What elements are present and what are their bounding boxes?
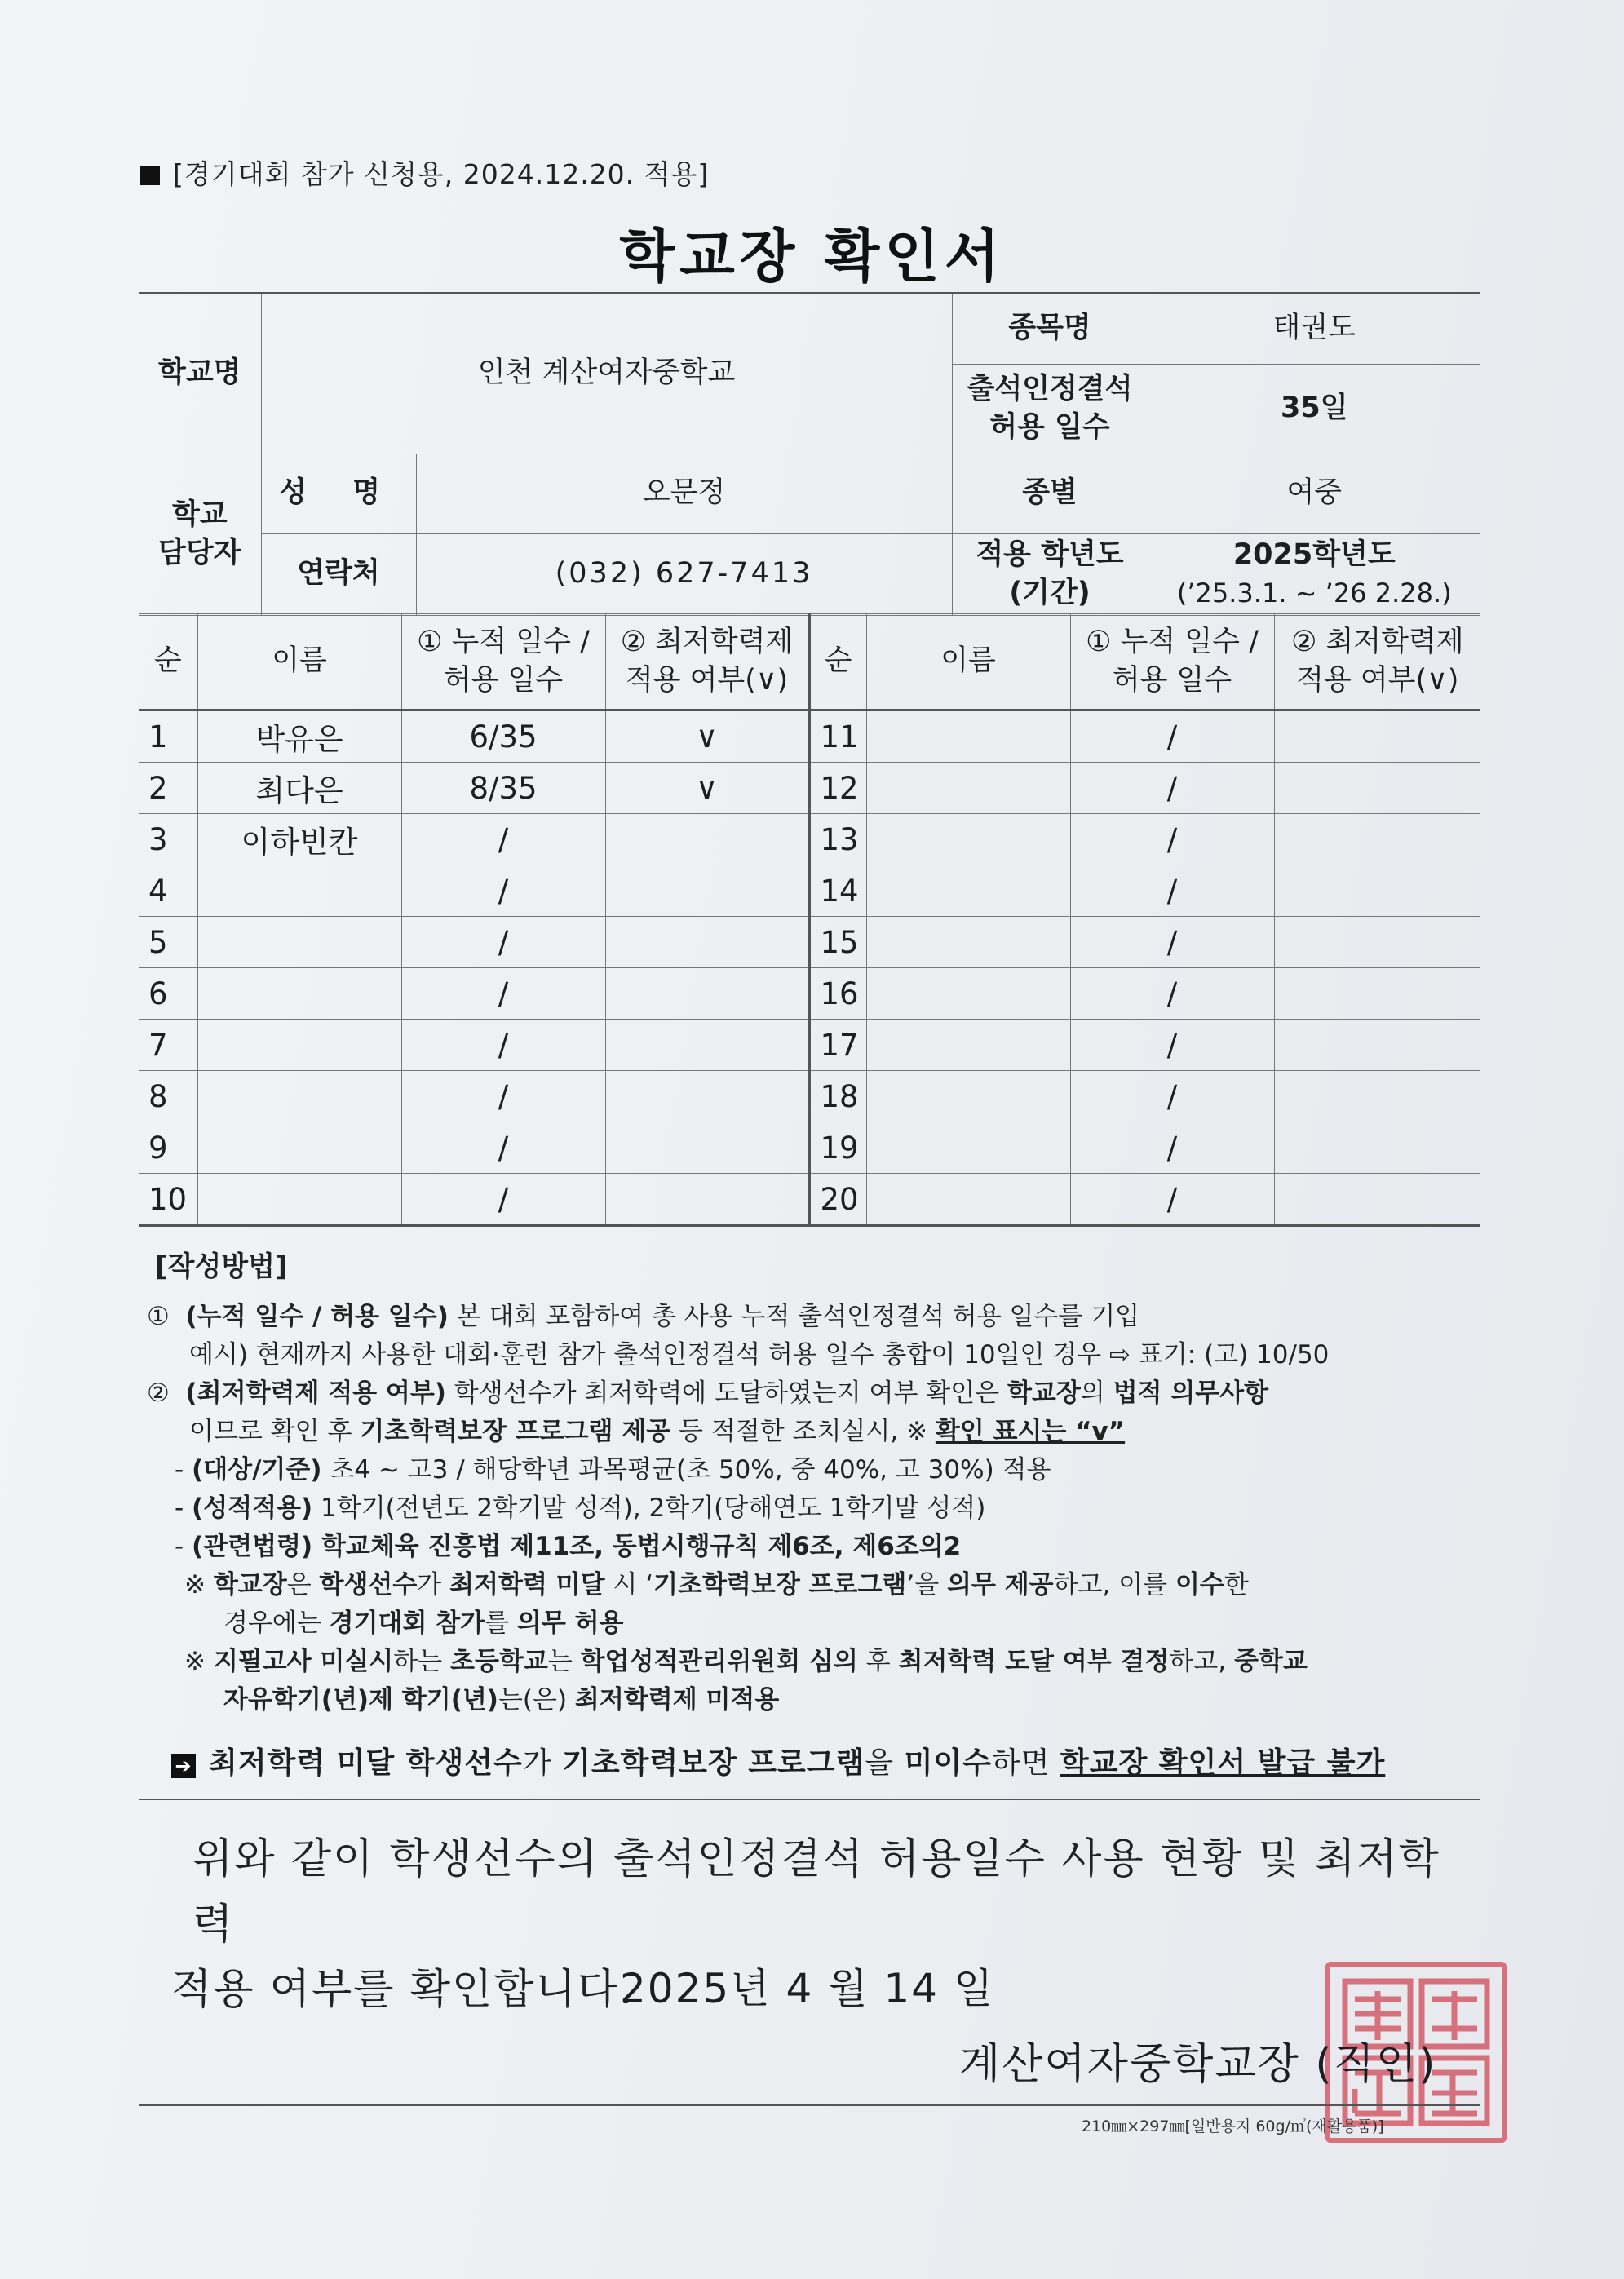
cell-seq-2: 11 [809,710,866,763]
cell-check-2 [1274,1071,1480,1122]
cell-check [605,865,809,917]
cell-name: 박유은 [197,710,401,763]
cell-check-2 [1274,1174,1480,1226]
table-row [139,710,1480,763]
cell-days-2: / [1070,968,1274,1020]
cell-check-2 [1274,814,1480,865]
col-min-header: ② 최저학력제 적용 여부(∨) [605,614,809,710]
contact-value: (032) 627-7413 [416,533,952,615]
cell-seq-2: 12 [809,763,866,814]
cell-check-2 [1274,1020,1480,1071]
col-min-header-2: ② 최저학력제 적용 여부(∨) [1274,614,1480,710]
manager-label: 학교 담당자 [139,454,261,615]
name-label: 성 명 [261,454,416,533]
cell-seq: 3 [139,814,197,865]
cell-days: / [401,1122,605,1174]
cell-check-2 [1274,865,1480,917]
issue-date: 2025년 4 월 14 일 [620,1965,995,2012]
detail-law: - (관련법령) 학교체육 진흥법 제11조, 동법시행규칙 제6조, 제6조의2 [175,1532,962,1561]
cell-name [197,1122,401,1174]
cell-days: / [401,814,605,865]
manager-name: 오문정 [416,454,952,533]
cell-name-2 [866,814,1070,865]
cell-check-2 [1274,1122,1480,1174]
cell-check [605,1071,809,1122]
detail-grades: - (성적적용) 1학기(전년도 2학기말 성적), 2학기(당해연도 1학기말 성적) [175,1494,986,1523]
table-row [139,1071,1480,1122]
note-1-cont: 경우에는 경기대회 참가를 의무 허용 [223,1609,624,1638]
cell-name: 이하빈칸 [197,814,401,865]
cell-name-2 [866,1020,1070,1071]
cell-check [605,917,809,968]
cell-days: / [401,1071,605,1122]
cell-name [197,1020,401,1071]
cell-name [197,1174,401,1226]
category-label: 종별 [952,454,1148,533]
cell-seq: 6 [139,968,197,1020]
cell-check [605,1020,809,1071]
cell-name-2 [866,1122,1070,1174]
cell-seq-2: 17 [809,1020,866,1071]
table-row [139,763,1480,814]
allowed-days-label: 출석인정결석 허용 일수 [952,364,1148,454]
table-row [139,1020,1480,1071]
cell-check: ∨ [605,763,809,814]
note-2-cont: 자유학기(년)제 학기(년)는(은) 최저학력제 미적용 [223,1685,780,1715]
info-table [139,294,1480,616]
cell-check-2 [1274,968,1480,1020]
cell-check-2 [1274,917,1480,968]
cell-days: 6/35 [401,710,605,763]
sport-value: 태권도 [1148,294,1480,364]
col-seq-header: 순 [139,614,197,710]
cell-check [605,968,809,1020]
detail-target: - (대상/기준) 초4 ~ 고3 / 해당학년 과목평균(초 50%, 중 40%, 고 30%) 적용 [175,1455,1051,1485]
table-row [139,968,1480,1020]
cell-name [197,1071,401,1122]
cell-name-2 [866,968,1070,1020]
cell-name-2 [866,917,1070,968]
note-1: ※ 학교장은 학생선수가 최저학력 미달 시 ‘기초학력보장 프로그램’을 의무 제공하고, 이를 이수한 [184,1570,1249,1600]
student-table [139,613,1480,1227]
cell-seq-2: 19 [809,1122,866,1174]
contact-label: 연락처 [261,533,416,615]
note-2: ※ 지필고사 미실시하는 초등학교는 학업성적관리위원회 심의 후 최저학력 도달 여부 결정하고, 중학교 [184,1647,1308,1676]
table-row [139,917,1480,968]
instruction-2-cont: 이므로 확인 후 기초학력보장 프로그램 제공 등 적절한 조치실시, ※ 확인 표시는 “v” [189,1417,1126,1446]
col-days-header: ① 누적 일수 / 허용 일수 [401,614,605,710]
cell-seq: 8 [139,1071,197,1122]
cell-seq-2: 18 [809,1071,866,1122]
year-label: 적용 학년도 (기간) [952,533,1148,615]
allowed-days-value: 35일 [1148,364,1480,454]
cell-seq: 9 [139,1122,197,1174]
cell-seq: 10 [139,1174,197,1226]
col-name-header: 이름 [197,614,401,710]
cell-days: / [401,968,605,1020]
cell-days: 8/35 [401,763,605,814]
school-name-label: 학교명 [139,294,261,454]
table-row [139,814,1480,865]
cell-days-2: / [1070,917,1274,968]
table-row [139,865,1480,917]
page-title: 학교장 확인서 [619,223,1005,290]
cell-name [197,968,401,1020]
instruction-1: ① (누적 일수 / 허용 일수) 본 대회 포함하여 총 사용 누적 출석인정결석 허용 일수를 기입 [147,1302,1140,1331]
cell-seq: 2 [139,763,197,814]
cell-name-2 [866,1174,1070,1226]
cell-days-2: / [1070,1122,1274,1174]
table-row [139,1174,1480,1226]
cell-name [197,865,401,917]
cell-days-2: / [1070,710,1274,763]
cell-check [605,1122,809,1174]
cell-days-2: / [1070,865,1274,917]
principal-signature: 계산여자중학교장 (직인) [959,2040,1437,2089]
col-name-header-2: 이름 [866,614,1070,710]
cell-name [197,917,401,968]
cell-days: / [401,865,605,917]
cell-days: / [401,1174,605,1226]
col-seq-header-2: 순 [809,614,866,710]
instructions-heading: [작성방법] [155,1250,288,1283]
cell-days: / [401,1020,605,1071]
cell-days: / [401,917,605,968]
cell-check: ∨ [605,710,809,763]
cell-days-2: / [1070,1174,1274,1226]
confirmation-statement: 위와 같이 학생선수의 출석인정결석 허용일수 사용 현황 및 최저학력 적용 여부를 확인합니다. [171,1835,1440,2014]
cell-seq: 1 [139,710,197,763]
form-note: [경기대회 참가 신청용, 2024.12.20. 적용] [140,153,709,192]
middle-rule [139,1799,1480,1800]
cell-check-2 [1274,763,1480,814]
cell-days-2: / [1070,1020,1274,1071]
cell-check-2 [1274,710,1480,763]
paper-spec-footnote: 210㎜×297㎜[일반용지 60g/㎡(재활용품)] [1082,2117,1384,2135]
cell-seq-2: 20 [809,1174,866,1226]
cell-seq: 7 [139,1020,197,1071]
square-bullet-icon [140,166,160,185]
sport-label: 종목명 [952,294,1148,364]
school-name: 인천 계산여자중학교 [261,294,952,454]
cell-name-2 [866,1071,1070,1122]
arrow-box-icon: ➔ [171,1754,196,1778]
cell-name-2 [866,865,1070,917]
cell-check [605,814,809,865]
cell-days-2: / [1070,1071,1274,1122]
cell-name: 최다은 [197,763,401,814]
cell-seq: 5 [139,917,197,968]
instruction-2: ② (최저학력제 적용 여부) 학생선수가 최저학력에 도달하였는지 여부 확인은 학교장의 법적 의무사항 [147,1378,1269,1408]
year-value: 2025학년도 (’25.3.1. ~ ’26 2.28.) [1148,533,1480,615]
instruction-1-example: 예시) 현재까지 사용한 대회·훈련 참가 출석인정결석 허용 일수 총합이 10일인 경우 ⇨ 표기: (고) 10/50 [189,1340,1330,1370]
cell-check [605,1174,809,1226]
col-days-header-2: ① 누적 일수 / 허용 일수 [1070,614,1274,710]
bottom-rule [139,2104,1480,2106]
cell-name-2 [866,710,1070,763]
notice-line: ➔ 최저학력 미달 학생선수가 기초학력보장 프로그램을 미이수하면 학교장 확인서 발급 불가 [171,1740,1385,1781]
cell-seq-2: 16 [809,968,866,1020]
cell-name-2 [866,763,1070,814]
cell-days-2: / [1070,814,1274,865]
category-value: 여중 [1148,454,1480,533]
table-row [139,1122,1480,1174]
cell-seq-2: 15 [809,917,866,968]
instructions [139,1248,1485,1719]
cell-seq: 4 [139,865,197,917]
cell-days-2: / [1070,763,1274,814]
cell-seq-2: 14 [809,865,866,917]
cell-seq-2: 13 [809,814,866,865]
